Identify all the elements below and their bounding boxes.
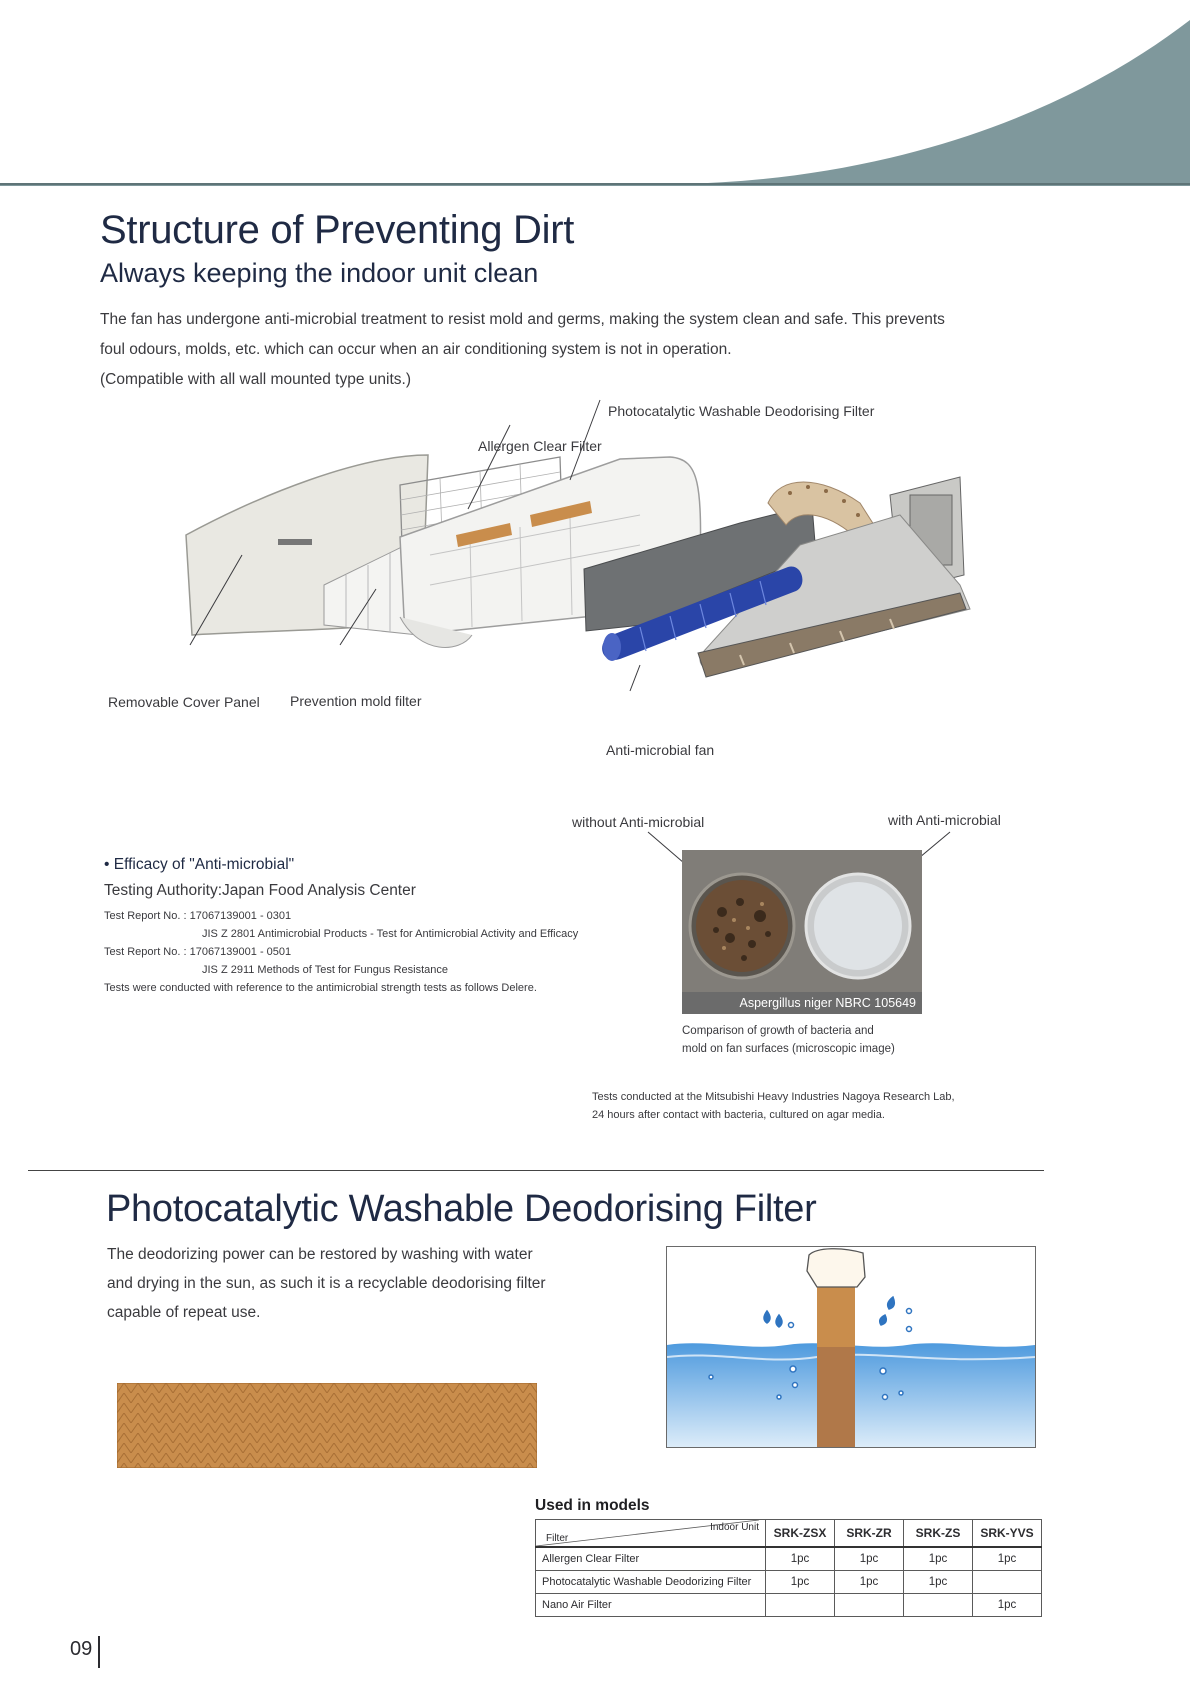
- petri-dish-photo: [682, 850, 922, 1014]
- label-mold-filter: Prevention mold filter: [290, 693, 422, 709]
- label-allergen-filter: Allergen Clear Filter: [478, 438, 602, 454]
- section-subtitle: Always keeping the indoor unit clean: [100, 258, 539, 288]
- deodorising-filter-image: [117, 1383, 537, 1468]
- page-number-bar: [98, 1636, 100, 1668]
- description-line: and drying in the sun, as such it is a recyclable deodorising filter: [107, 1275, 546, 1292]
- model-column-header: SRK-ZR: [835, 1520, 904, 1548]
- hand-shape: [807, 1249, 865, 1287]
- tests-note: [592, 1088, 1032, 1124]
- section-divider: [28, 1170, 1044, 1171]
- test-standard-1: JIS Z 2801 Antimicrobial Products - Test for Antimicrobial Activity and Efficacy: [202, 928, 579, 940]
- description-line: capable of repeat use.: [107, 1304, 261, 1321]
- table-row: [536, 1594, 1042, 1617]
- quantity-cell: [973, 1571, 1042, 1594]
- petri-dish-drawing: [682, 850, 922, 1014]
- label-cover-panel: Removable Cover Panel: [108, 694, 260, 710]
- brand-logo-mark: [278, 539, 312, 545]
- label-anti-microbial-fan: Anti-microbial fan: [606, 742, 715, 758]
- efficacy-heading: [104, 856, 294, 874]
- test-standard-2: JIS Z 2911 Methods of Test for Fungus Resistance: [202, 964, 448, 976]
- model-column-header: SRK-ZS: [904, 1520, 973, 1548]
- quantity-cell: 1pc: [904, 1571, 973, 1594]
- section2-title: Photocatalytic Washable Deodorising Filter: [106, 1188, 817, 1230]
- tests-note-line: Tests conducted at the Mitsubishi Heavy Industries Nagoya Research Lab,: [592, 1091, 955, 1103]
- model-column-header: SRK-YVS: [973, 1520, 1042, 1548]
- tests-note-line: 24 hours after contact with bacteria, cultured on agar media.: [592, 1109, 885, 1121]
- photo-caption: [682, 1022, 942, 1058]
- section2-description: [107, 1240, 607, 1327]
- quantity-cell: 1pc: [973, 1594, 1042, 1617]
- quantity-cell: [766, 1594, 835, 1617]
- label-with-anti-microbial: with Anti-microbial: [888, 812, 1001, 828]
- description-line: (Compatible with all wall mounted type units.): [100, 371, 411, 388]
- table-row: [536, 1571, 1042, 1594]
- corner-top-label: Indoor Unit: [710, 1522, 759, 1533]
- corner-bottom-label: Filter: [546, 1533, 569, 1544]
- description-line: foul odours, molds, etc. which can occur when an air conditioning system is not in operation.: [100, 341, 732, 358]
- table-header-row: [536, 1520, 1042, 1548]
- quantity-cell: 1pc: [973, 1547, 1042, 1571]
- label-without-anti-microbial: without Anti-microbial: [572, 814, 705, 830]
- caption-line: Comparison of growth of bacteria and: [682, 1025, 874, 1037]
- table-row: [536, 1547, 1042, 1571]
- description-line: The deodorizing power can be restored by washing with water: [107, 1246, 533, 1263]
- quantity-cell: [904, 1594, 973, 1617]
- models-table: [535, 1519, 1042, 1617]
- page-number: 09: [70, 1638, 93, 1660]
- header-swoosh-band: [0, 0, 1190, 200]
- label-photocatalytic-filter: Photocatalytic Washable Deodorising Filter: [608, 403, 875, 419]
- photo-specimen-label: Aspergillus niger NBRC 105649: [739, 996, 916, 1010]
- corner-header-cell: [536, 1520, 766, 1548]
- section-description: [100, 305, 1060, 395]
- filter-name-cell: Nano Air Filter: [536, 1594, 766, 1617]
- quantity-cell: 1pc: [766, 1571, 835, 1594]
- models-heading: Used in models: [535, 1497, 650, 1514]
- testing-authority: Testing Authority:Japan Food Analysis Center: [104, 882, 416, 899]
- washing-illustration: [666, 1246, 1036, 1448]
- quantity-cell: [835, 1594, 904, 1617]
- bullet-icon: •: [104, 856, 114, 873]
- caption-line: mold on fan surfaces (microscopic image): [682, 1043, 895, 1055]
- filter-name-cell: Photocatalytic Washable Deodorizing Filter: [536, 1571, 766, 1594]
- quantity-cell: 1pc: [766, 1547, 835, 1571]
- quantity-cell: 1pc: [835, 1547, 904, 1571]
- washing-drawing: [667, 1247, 1035, 1447]
- description-line: The fan has undergone anti-microbial treatment to resist mold and germs, making the system clean and safe. This prevents: [100, 311, 945, 328]
- filter-name-cell: Allergen Clear Filter: [536, 1547, 766, 1571]
- test-report-2: Test Report No. : 17067139001 - 0501: [104, 946, 292, 958]
- test-note: Tests were conducted with reference to the antimicrobial strength tests as follows Delere.: [104, 982, 537, 994]
- section-title: Structure of Preventing Dirt: [100, 208, 575, 252]
- quantity-cell: 1pc: [835, 1571, 904, 1594]
- efficacy-heading-text: Efficacy of "Anti-microbial": [113, 856, 295, 873]
- test-report-1: Test Report No. : 17067139001 - 0301: [104, 910, 292, 922]
- model-column-header: SRK-ZSX: [766, 1520, 835, 1548]
- quantity-cell: 1pc: [904, 1547, 973, 1571]
